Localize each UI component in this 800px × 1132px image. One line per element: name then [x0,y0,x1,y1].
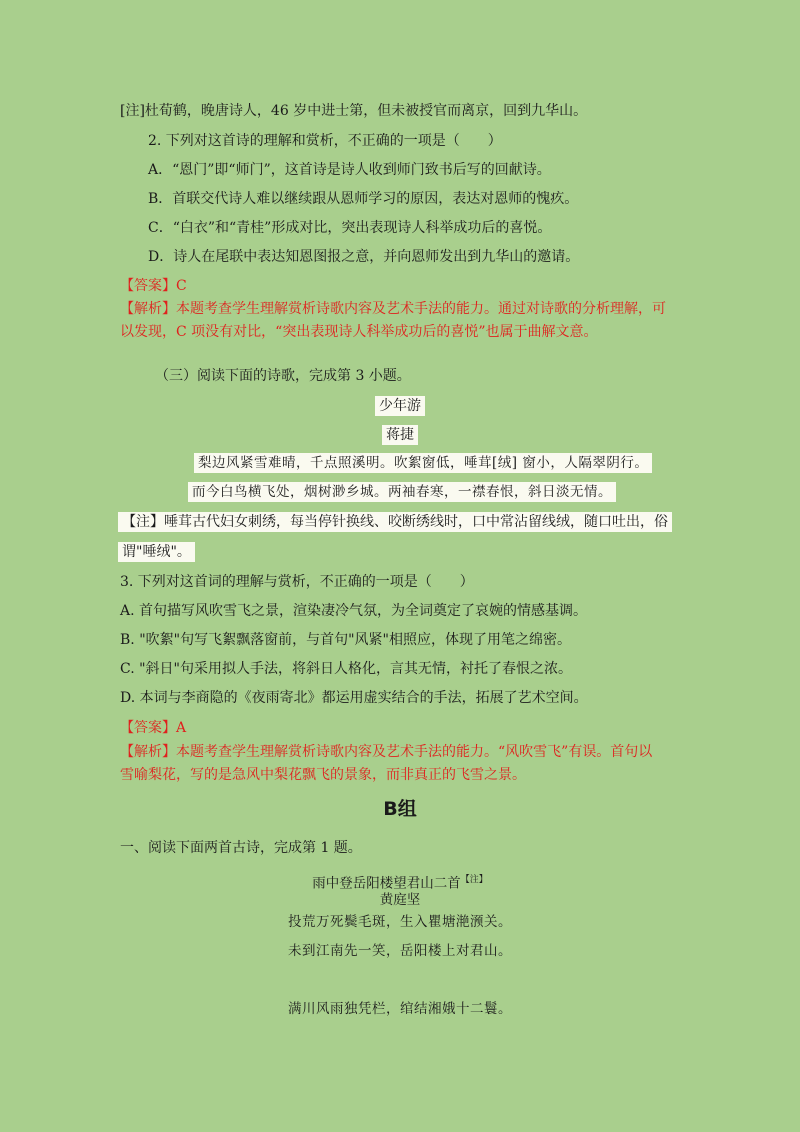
analysis-line-1: 【解析】本题考查学生理解赏析诗歌内容及艺术手法的能力。“风吹雪飞”有误。首句以 [120,744,653,760]
poem-title-text: 少年游 [375,396,425,416]
analysis-line-2: 雪喻梨花，写的是急风中梨花飘飞的景象，而非真正的飞雪之景。 [120,767,526,783]
poem-line-1 [194,453,652,473]
option-a: A. 首句描写风吹雪飞之景，渲染凄冷气氛，为全词奠定了哀婉的情感基调。 [120,603,588,619]
section-intro: （三）阅读下面的诗歌，完成第 3 小题。 [155,368,411,384]
poem-author [0,425,800,445]
poem-note-line-1 [118,512,672,532]
section-b-intro: 一、阅读下面两首古诗，完成第 1 题。 [120,840,362,856]
poem-b-title-text: 雨中登岳阳楼望君山二首 [312,875,461,892]
option-b: B. "吹絮"句写飞絮飘落窗前，与首句"风紧"相照应，体现了用笔之绵密。 [120,632,571,648]
question-2: 2. 下列对这首诗的理解和赏析，不正确的一项是（ ） [148,133,502,149]
poem-b-line-1: 投荒万死鬓毛斑，生入瞿塘滟滪关。 [288,914,512,930]
poem-line-1-text: 梨边风紧雪难晴，千点照溪明。吹絮窗低，唾茸[绒] 窗小，人隔翠阴行。 [194,453,652,473]
analysis-line-1: 【解析】本题考查学生理解赏析诗歌内容及艺术手法的能力。通过对诗歌的分析理解，可 [120,301,666,317]
poem-title [0,396,800,416]
poem-b-author: 黄庭坚 [379,892,421,908]
answer-label: 【答案】C [120,278,187,294]
question-3: 3. 下列对这首词的理解与赏析，不正确的一项是（ ） [120,574,474,590]
analysis-line-2: 以发现，C 项没有对比，“突出表现诗人科举成功后的喜悦”也属于曲解文意。 [120,324,598,340]
poem-note-line-2 [118,542,195,562]
poem-line-2 [188,482,616,502]
group-b-title: B组 [383,798,417,820]
poem-b-line-3: 满川风雨独凭栏，绾结湘娥十二鬟。 [288,1001,512,1017]
poem-b-line-2: 未到江南先一笑，岳阳楼上对君山。 [288,943,512,959]
option-b: B．首联交代诗人难以继续跟从恩师学习的原因，表达对恩师的愧疚。 [148,191,579,207]
option-d: D．诗人在尾联中表达知恩图报之意，并向恩师发出到九华山的邀请。 [148,249,580,265]
poem-line-2-text: 而今白鸟横飞处，烟树渺乡城。两袖春寒，一襟春恨，斜日淡无情。 [188,482,616,502]
note-text: [注]杜荀鹤，晚唐诗人，46 岁中进士第，但未被授官而离京，回到九华山。 [120,103,588,119]
poem-b-title-note: 【注】 [460,875,488,885]
poem-author-text: 蒋捷 [382,425,418,445]
option-c: C. "斜日"句采用拟人手法，将斜日人格化，言其无情，衬托了春恨之浓。 [120,661,572,677]
poem-note-line-2-text: 谓"唾绒"。 [118,542,195,562]
option-d: D. 本词与李商隐的《夜雨寄北》都运用虚实结合的手法，拓展了艺术空间。 [120,690,588,706]
option-c: C．“白衣”和“青桂”形成对比，突出表现诗人科举成功后的喜悦。 [148,220,552,236]
option-a: A．“恩门”即“师门”，这首诗是诗人收到师门致书后写的回献诗。 [148,162,551,178]
answer-label: 【答案】A [120,720,187,736]
poem-note-line-1-text: 【注】唾茸古代妇女刺绣，每当停针换线、咬断绣线时，口中常沾留线绒，随口吐出，俗 [118,512,672,532]
